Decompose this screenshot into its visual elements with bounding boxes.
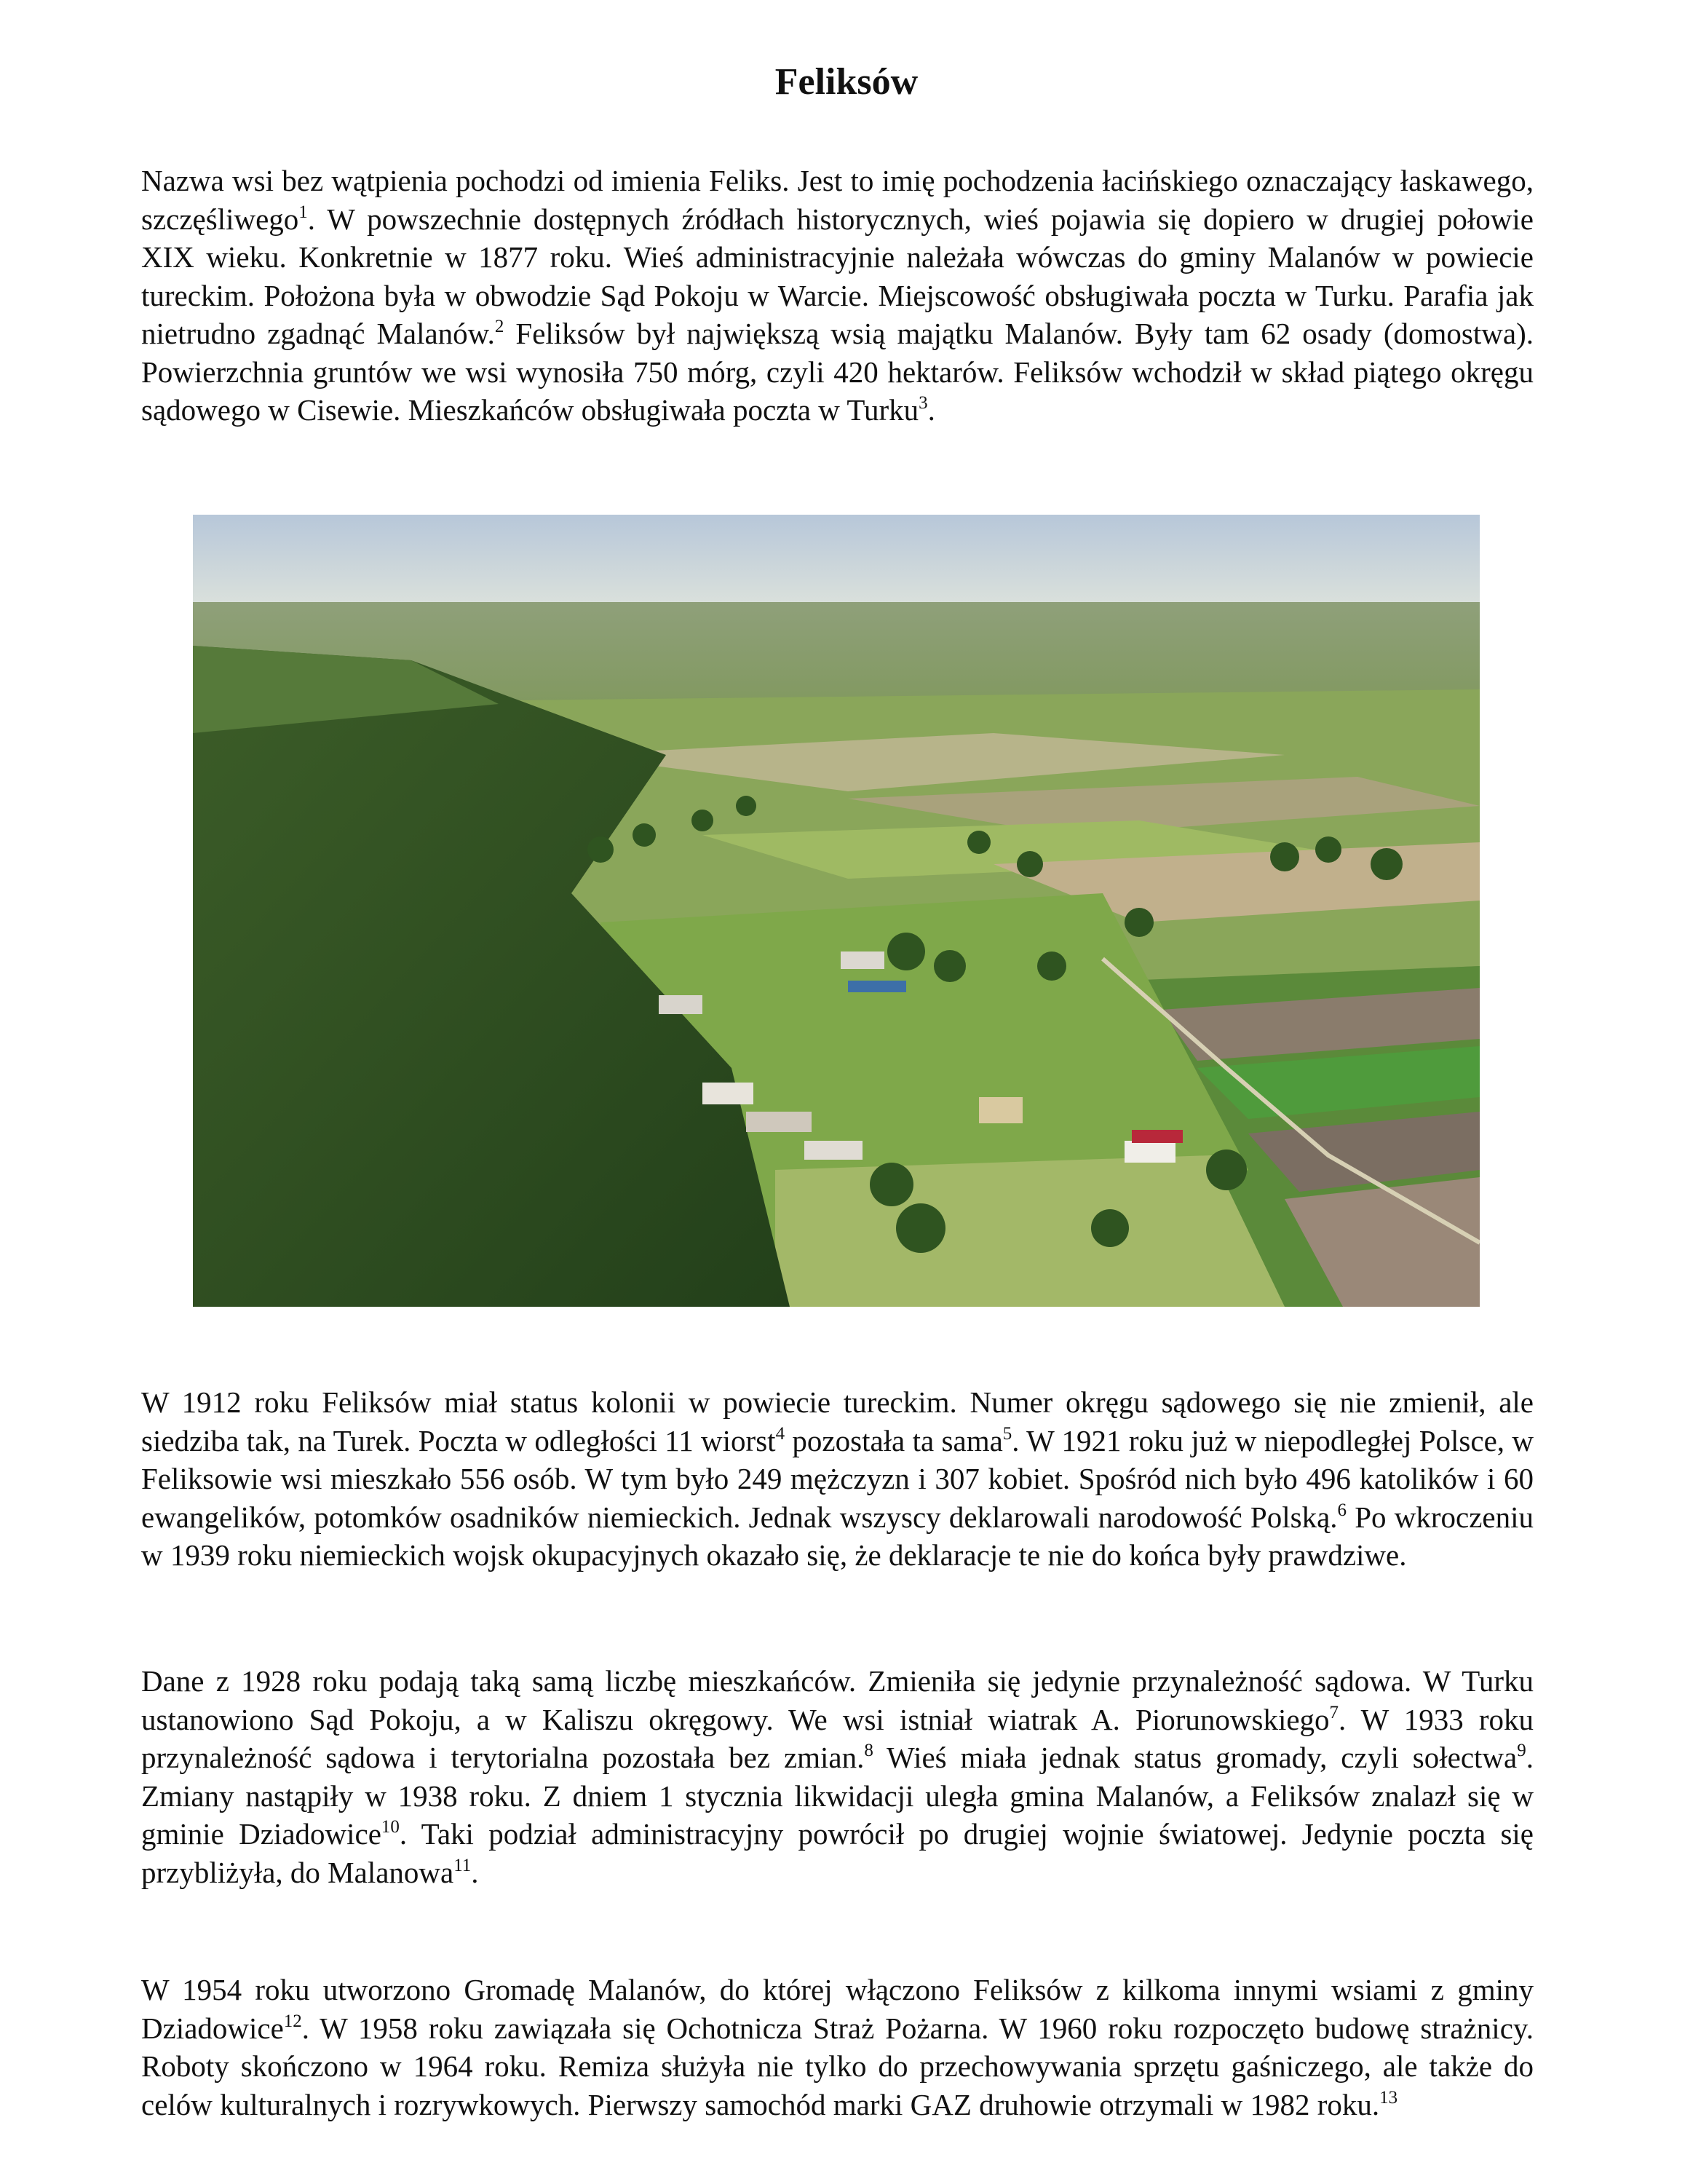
aerial-village-photo bbox=[193, 515, 1480, 1307]
footnote-marker: 2 bbox=[494, 317, 504, 336]
paragraph-text: . W 1933 roku przynależność sądowa i terytorialna pozostała bez zmian. bbox=[141, 1702, 1534, 1774]
paragraph-3 bbox=[141, 1662, 1534, 1891]
paragraph-text: . W 1958 roku zawiązała się Ochotnicza Straż Pożarna. W 1960 roku rozpoczęto budowę strażnicy. Roboty skończono w 1964 roku. Remiza służyła nie tylko do przechowywania sprzętu gaśniczego, ale także do celów kulturalnych i rozrywkowych. Pierwszy samochód marki GAZ druhowie otrzymali w 1982 roku. bbox=[141, 2011, 1534, 2121]
paragraph-text: W 1912 roku Feliksów miał status kolonii w powiecie tureckim. Numer okręgu sądowego się nie zmienił, ale siedziba tak, na Turek. Poczta w odległości 11 wiorst bbox=[141, 1385, 1534, 1457]
paragraph-text: . Zmiany nastąpiły w 1938 roku. Z dniem 1 stycznia likwidacji uległa gmina Malanów, a Feliksów znalazł się w gminie Dziadowice bbox=[141, 1741, 1534, 1851]
paragraph-text: Po wkroczeniu w 1939 roku niemieckich wojsk okupacyjnych okazało się, że deklaracje te nie do końca były prawdziwe. bbox=[141, 1500, 1534, 1572]
paragraph-text: . bbox=[471, 1855, 479, 1889]
paragraph-text: . Taki podział administracyjny powrócił po drugiej wojnie światowej. Jedynie poczta się przybliżyła, do Malanowa bbox=[141, 1817, 1534, 1889]
footnote-marker: 3 bbox=[919, 393, 928, 413]
page-title: Feliksów bbox=[774, 61, 919, 103]
footnote-marker: 13 bbox=[1379, 2087, 1398, 2108]
footnote-marker: 9 bbox=[1517, 1741, 1526, 1760]
paragraph-text: W 1954 roku utworzono Gromadę Malanów, do której włączono Feliksów z kilkoma innymi wsiami z gminy Dziadowice bbox=[141, 1973, 1534, 2045]
footnote-marker: 5 bbox=[1002, 1423, 1012, 1444]
footnote-marker: 10 bbox=[381, 1817, 400, 1837]
footnote-marker: 7 bbox=[1329, 1702, 1339, 1722]
paragraph-text: Dane z 1928 roku podają taką samą liczbę mieszkańców. Zmieniła się jedynie przynależność sądowa. W Turku ustanowiono Sąd Pokoju, a w Kaliszu okręgowy. We wsi istniał wiatrak A. Piorunowskiego bbox=[141, 1664, 1534, 1736]
footnote-marker: 6 bbox=[1337, 1500, 1347, 1520]
paragraph-text: . bbox=[927, 393, 935, 427]
paragraph-4 bbox=[141, 1971, 1534, 2124]
paragraph-2 bbox=[141, 1383, 1534, 1575]
paragraph-text: . W 1921 roku już w niepodległej Polsce, w Feliksowie wsi mieszkało 556 osób. W tym było 249 mężczyzn i 307 kobiet. Spośród nich było 496 katolików i 60 ewangelików, potomków osadników niemieckich. Jednak wszyscy deklarowali narodowość Polską. bbox=[141, 1423, 1534, 1534]
paragraph-text: Feliksów był największą wsią majątku Malanów. Były tam 62 osady (domostwa). Powierzchnia gruntów we wsi wynosiła 750 mórg, czyli 420 hektarów. Feliksów wchodził w skład piątego okręgu sądowego w Cisewie. Mieszkańców obsługiwała poczta w Turku bbox=[141, 317, 1534, 427]
footnote-marker: 8 bbox=[864, 1741, 873, 1760]
paragraph-1 bbox=[141, 162, 1534, 430]
paragraph-text: Nazwa wsi bez wątpienia pochodzi od imienia Feliks. Jest to imię pochodzenia łacińskiego oznaczający łaskawego, szczęśliwego bbox=[141, 164, 1534, 236]
paragraph-text: . W powszechnie dostępnych źródłach historycznych, wieś pojawia się dopiero w drugiej połowie XIX wieku. Konkretnie w 1877 roku. Wieś administracyjnie należała wówczas do gminy Malanów w powiecie tureckim. Położona była w obwodzie Sąd Pokoju w Warcie. Miejscowość obsługiwała poczta w Turku. Parafia jak nietrudno zgadnąć Malanów. bbox=[141, 202, 1534, 350]
paragraph-text: pozostała ta sama bbox=[785, 1423, 1003, 1457]
footnote-marker: 11 bbox=[453, 1855, 472, 1875]
footnote-marker: 12 bbox=[283, 2011, 302, 2031]
footnote-marker: 1 bbox=[298, 202, 308, 222]
footnote-marker: 4 bbox=[775, 1423, 785, 1444]
paragraph-text: Wieś miała jednak status gromady, czyli sołectwa bbox=[873, 1741, 1518, 1774]
